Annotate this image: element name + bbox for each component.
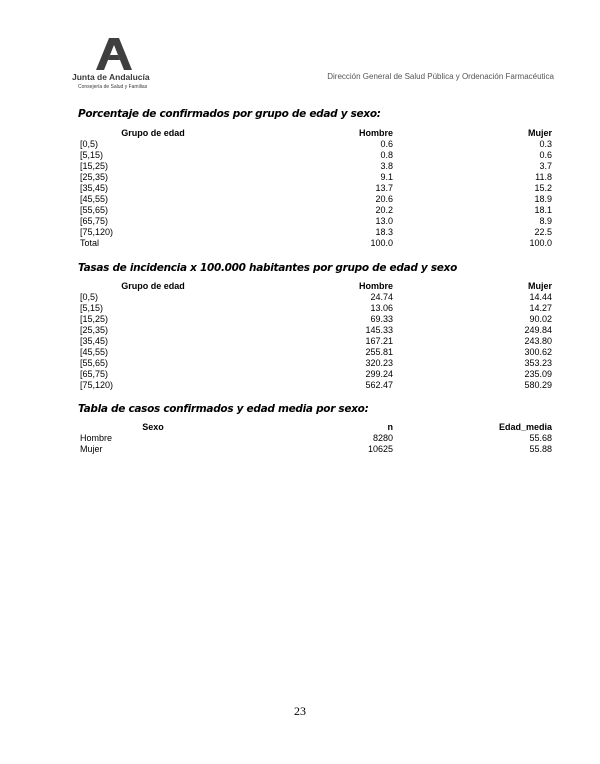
row-label: [55,65) (80, 205, 109, 215)
cell-value: 15.2 (534, 183, 552, 193)
row-label: [75,120) (80, 380, 114, 390)
table-row (78, 325, 552, 336)
cell-value: 18.1 (534, 205, 552, 215)
cell-value: 0.6 (380, 139, 393, 149)
cell-value: 3.8 (380, 161, 393, 171)
row-label: [15,25) (80, 314, 109, 324)
table-row (78, 314, 552, 325)
row-label: Hombre (80, 433, 113, 443)
cell-value: 255.81 (365, 347, 393, 357)
percentage-table-body (78, 139, 552, 249)
cell-value: 13.0 (375, 216, 393, 226)
cell-value: 24.74 (370, 292, 393, 302)
row-label: [75,120) (80, 227, 114, 237)
row-label: [15,25) (80, 161, 109, 171)
cell-value: 167.21 (365, 336, 393, 346)
table-row (78, 292, 552, 303)
cell-value: 20.2 (375, 205, 393, 215)
row-label: [35,45) (80, 336, 109, 346)
section2-title: Tasas de incidencia x 100.000 habitantes por grupo de edad y sexo (78, 262, 457, 274)
table-row (78, 172, 552, 183)
incidence-table-body (78, 292, 552, 391)
row-label: [0,5) (80, 139, 99, 149)
table-row (78, 161, 552, 172)
cell-value: 243.80 (524, 336, 552, 346)
cell-value: 13.7 (375, 183, 393, 193)
row-label: [65,75) (80, 216, 109, 226)
cell-value: 10625 (367, 444, 393, 454)
table-header-row (78, 128, 552, 139)
page-number: 23 (294, 704, 306, 718)
incidence-table (78, 281, 552, 391)
cell-value: 69.33 (370, 314, 393, 324)
section3-title: Tabla de casos confirmados y edad media por sexo: (78, 403, 369, 415)
table-row (78, 347, 552, 358)
row-label: Total (80, 238, 100, 248)
cell-value: 100.0 (529, 238, 552, 248)
cell-value: 55.68 (529, 433, 552, 443)
table-row (78, 303, 552, 314)
section1-title: Porcentaje de confirmados por grupo de edad y sexo: (78, 108, 381, 120)
cell-value: 100.0 (370, 238, 393, 248)
table-header-row (78, 422, 552, 433)
table-row (78, 227, 552, 238)
column-header: n (387, 422, 393, 432)
cell-value: 90.02 (529, 314, 552, 324)
cell-value: 9.1 (380, 172, 393, 182)
column-header: Mujer (527, 281, 552, 291)
table-row (78, 238, 552, 249)
table-row (78, 139, 552, 150)
cell-value: 14.44 (529, 292, 552, 302)
table-row (78, 369, 552, 380)
junta-logo (72, 38, 182, 98)
cell-value: 18.3 (375, 227, 393, 237)
column-header: Grupo de edad (121, 128, 185, 138)
cell-value: 580.29 (524, 380, 552, 390)
logo-sub-text: Consejería de Salud y Familias (78, 84, 148, 90)
cell-value: 8280 (372, 433, 393, 443)
cell-value: 145.33 (365, 325, 393, 335)
row-label: [25,35) (80, 172, 109, 182)
row-label: [0,5) (80, 292, 99, 302)
row-label: [5,15) (80, 150, 104, 160)
table-row (78, 358, 552, 369)
table-row (78, 216, 552, 227)
column-header: Mujer (527, 128, 552, 138)
row-label: [45,55) (80, 194, 109, 204)
row-label: [55,65) (80, 358, 109, 368)
table-header-row (78, 281, 552, 292)
row-label: [25,35) (80, 325, 109, 335)
cell-value: 18.9 (534, 194, 552, 204)
row-label: [45,55) (80, 347, 109, 357)
cell-value: 0.3 (539, 139, 552, 149)
cases-table-body (78, 433, 552, 455)
cell-value: 0.6 (539, 150, 552, 160)
table-row (78, 183, 552, 194)
logo-main-text: Junta de Andalucía (72, 72, 150, 82)
table-row (78, 336, 552, 347)
table-row (78, 380, 552, 391)
row-label: [65,75) (80, 369, 109, 379)
cases-table (78, 422, 552, 455)
row-label: [35,45) (80, 183, 109, 193)
cell-value: 55.88 (529, 444, 552, 454)
column-header: Hombre (358, 128, 393, 138)
cell-value: 562.47 (365, 380, 393, 390)
cell-value: 8.9 (539, 216, 552, 226)
row-label: Mujer (80, 444, 103, 454)
column-header: Sexo (142, 422, 164, 432)
column-header: Grupo de edad (121, 281, 185, 291)
table-row (78, 444, 552, 455)
cell-value: 11.8 (535, 172, 552, 182)
table-row (78, 150, 552, 161)
cell-value: 0.8 (380, 150, 393, 160)
percentage-table (78, 128, 552, 249)
table-row (78, 433, 552, 444)
cell-value: 353.23 (524, 358, 552, 368)
cell-value: 20.6 (375, 194, 393, 204)
cell-value: 3.7 (539, 161, 552, 171)
cell-value: 300.62 (524, 347, 552, 357)
table-row (78, 205, 552, 216)
cell-value: 13.06 (370, 303, 393, 313)
andalucia-logo-icon (96, 38, 132, 70)
column-header: Hombre (358, 281, 393, 291)
cell-value: 299.24 (365, 369, 393, 379)
cell-value: 14.27 (529, 303, 552, 313)
cell-value: 320.23 (365, 358, 393, 368)
column-header: Edad_media (498, 422, 552, 432)
table-row (78, 194, 552, 205)
cell-value: 235.09 (524, 369, 552, 379)
row-label: [5,15) (80, 303, 104, 313)
header-department: Dirección General de Salud Pública y Ordenación Farmacéutica (327, 72, 554, 81)
cell-value: 249.84 (524, 325, 552, 335)
cell-value: 22.5 (534, 227, 552, 237)
